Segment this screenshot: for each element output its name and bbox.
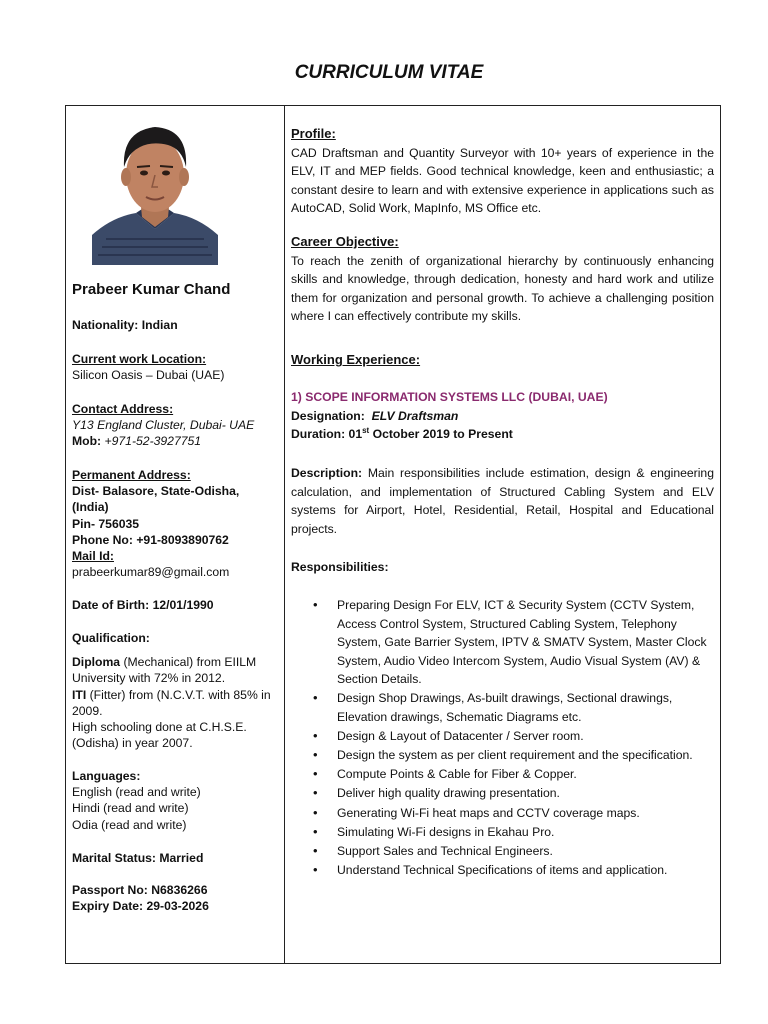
passport: Passport No: N6836266 Expiry Date: 29-03-2026 <box>72 883 209 914</box>
language-item: Odia (read and write) <box>72 817 187 832</box>
candidate-name: Prabeer Kumar Chand <box>72 281 231 298</box>
responsibility-item: • Simulating Wi-Fi designs in Ekahau Pro. <box>337 823 714 842</box>
responsibility-item: • Design Shop Drawings, As-built drawings, Sectional drawings, Elevation drawings, Schematic Diagrams etc. <box>337 689 714 726</box>
portrait-image <box>92 117 218 265</box>
cv-frame <box>65 105 721 964</box>
column-divider <box>284 106 285 963</box>
job-description: Description: Main responsibilities include estimation, design & engineering calculation, and implementation of Structured Cabling System and ELV systems for Airport, Hotel, Residential, Retail, Hospital and Educational projects. <box>291 466 714 536</box>
email-address: prabeerkumar89@gmail.com <box>72 565 230 580</box>
qualification: Qualification: Diploma (Mechanical) from EIILM University with 72% in 2012. ITI (Fitter) from (N.C.V.T. with 85% in 2009. High schooling done at C.H.S.E. (Odisha) in year 2007. <box>72 631 271 751</box>
career-objective-section: Career Objective: To reach the zenith of organizational hierarchy by continuously enhancing skills and knowledge, through dedication, honesty and hard work and utilize them for organization and personal growth. To achieve a challenging position where I can effectively contribute my skills. <box>291 234 714 324</box>
language-item: Hindi (read and write) <box>72 801 189 816</box>
responsibility-item: • Understand Technical Specifications of items and application. <box>337 861 714 880</box>
right-column <box>291 106 714 963</box>
marital-status: Marital Status: Married <box>72 851 204 865</box>
responsibility-item: • Deliver high quality drawing presentation. <box>337 784 714 803</box>
responsibilities-list <box>291 596 714 880</box>
languages: Languages: English (read and write) Hindi (read and write) Odia (read and write) <box>72 768 278 833</box>
left-column <box>66 106 284 963</box>
responsibilities-heading: Responsibilities: <box>291 560 389 574</box>
profile-photo <box>92 117 218 265</box>
mail: Mail Id: prabeerkumar89@gmail.com <box>72 548 278 580</box>
contact-address: Contact Address: Y13 England Cluster, Dubai- UAE Mob: +971-52-3927751 <box>72 402 255 449</box>
responsibility-item: • Compute Points & Cable for Fiber & Copper. <box>337 765 714 784</box>
job-entry: 1) SCOPE INFORMATION SYSTEMS LLC (DUBAI, UAE) Designation: ELV Draftsman Duration: 01st October 2019 to Present <box>291 388 714 444</box>
language-item: English (read and write) <box>72 785 201 800</box>
current-location: Current work Location: Silicon Oasis – Dubai (UAE) <box>72 352 225 383</box>
permanent-address: Permanent Address: Dist- Balasore, State-Odisha, (India) Pin- 756035 Phone No: +91-8093890762 <box>72 468 240 547</box>
profile-section: Profile: CAD Draftsman and Quantity Surveyor with 10+ years of experience in the ELV, IT and MEP fields. Good technical knowledge, keen and enthusiastic; a constant desire to learn and with extensive experience in applications such as AutoCAD, Solid Work, MapInfo, MS Office etc. <box>291 126 714 216</box>
responsibility-item: • Generating Wi-Fi heat maps and CCTV coverage maps. <box>337 804 714 823</box>
nationality: Nationality: Indian <box>72 318 178 332</box>
company-name: 1) SCOPE INFORMATION SYSTEMS LLC (DUBAI, UAE) <box>291 390 608 404</box>
responsibility-item: • Design the system as per client requirement and the specification. <box>337 746 714 765</box>
date-of-birth: Date of Birth: 12/01/1990 <box>72 598 214 612</box>
responsibility-item: • Support Sales and Technical Engineers. <box>337 842 714 861</box>
responsibility-item: • Design & Layout of Datacenter / Server room. <box>337 727 714 746</box>
working-experience-section: Working Experience: <box>291 352 421 367</box>
responsibility-item: • Preparing Design For ELV, ICT & Security System (CCTV System, Access Control System, Structured Cabling System, Telephony System, Gate Barrier System, IPTV & SMATV System, Master Clock System, Audio Video Intercom System, Audio Visual System (AV) & Section Details. <box>337 596 714 689</box>
page-title: CURRICULUM VITAE <box>294 62 484 83</box>
